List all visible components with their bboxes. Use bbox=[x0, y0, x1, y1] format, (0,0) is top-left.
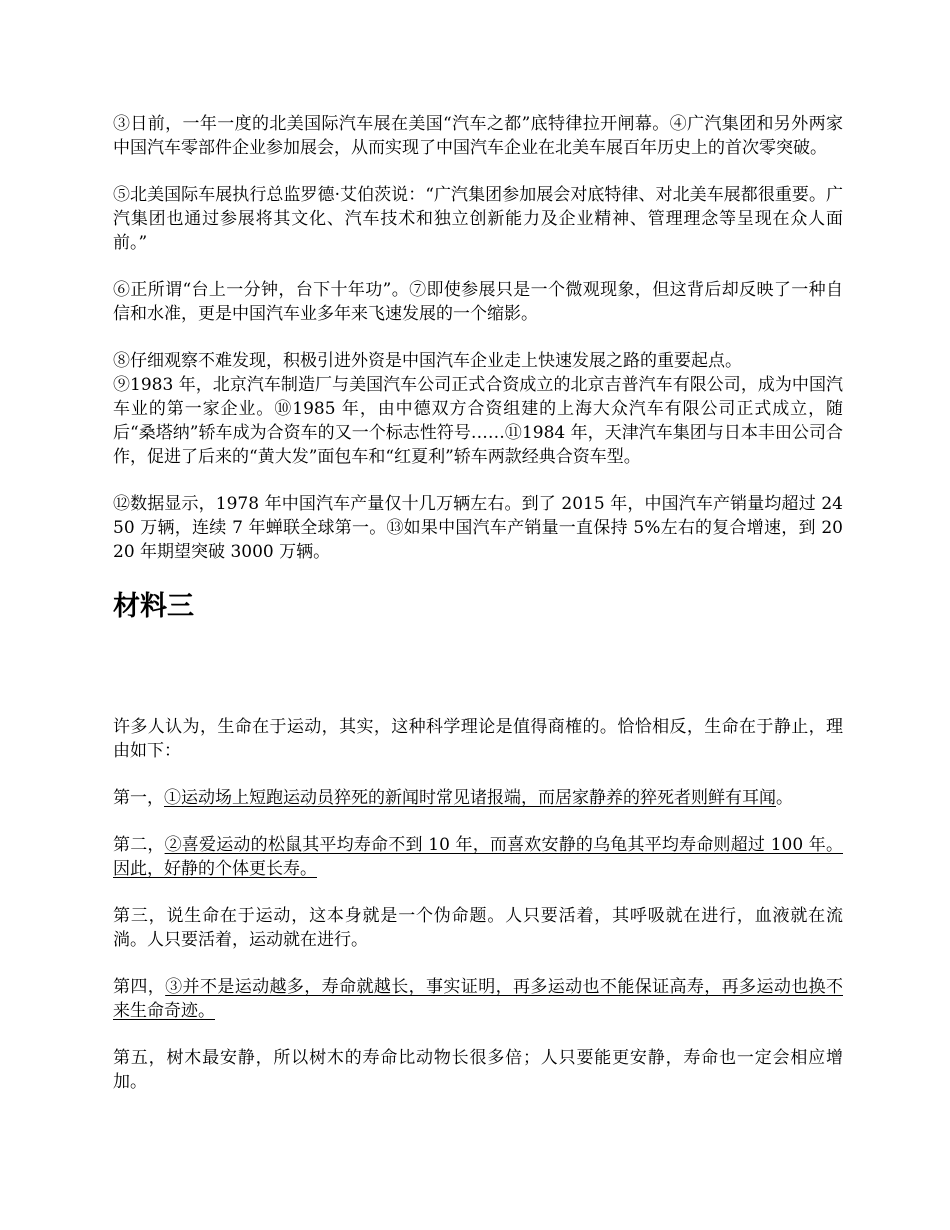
paragraph-m2-1: ③日前，一年一度的北美国际汽车展在美国“汽车之都”底特律拉开闸幕。④广汽集团和另外两家中国汽车零部件企业参加展会，从而实现了中国汽车企业在北美车展百年历史上的首次零突破。 bbox=[113, 114, 843, 158]
item4-underlined: ③并不是运动越多，寿命就越长，事实证明，再多运动也不能保证高寿，再多运动也换不来生命奇迹。 bbox=[113, 977, 843, 1021]
material3-body bbox=[113, 715, 843, 1094]
item2-prefix: 第二， bbox=[113, 835, 165, 855]
paragraph-m3-item2 bbox=[113, 833, 843, 881]
item2-underlined: ②喜爱运动的松鼠其平均寿命不到 10 年，而喜欢安静的乌龟其平均寿命则超过 100 年。因此，好静的个体更长寿。 bbox=[113, 835, 843, 879]
document-page bbox=[113, 112, 843, 1117]
paragraph-m3-item3: 第三，说生命在于运动，这本身就是一个伪命题。人只要活着，其呼吸就在进行，血液就在流淌。人只要活着，运动就在进行。 bbox=[113, 906, 843, 950]
paragraph-m2-5: ⑫数据显示，1978 年中国汽车产量仅十几万辆左右。到了 2015 年，中国汽车产销量均超过 2450 万辆，连续 7 年蝉联全球第一。⑬如果中国汽车产销量一直保持 5%左右的复合增速，到 2020 年期望突破 3000 万辆。 bbox=[113, 494, 843, 562]
paragraph-m3-item4 bbox=[113, 975, 843, 1023]
item1-underlined: ①运动场上短跑运动员猝死的新闻时常见诸报端，而居家静养的猝死者则鲜有耳闻 bbox=[164, 788, 776, 808]
paragraph-m3-item1 bbox=[113, 786, 843, 810]
section-heading-material3: 材料三 bbox=[113, 591, 194, 622]
paragraph-m3-item5: 第五，树木最安静，所以树木的寿命比动物长很多倍；人只要能更安静，寿命也一定会相应增加。 bbox=[113, 1048, 843, 1092]
item4-prefix: 第四， bbox=[113, 977, 166, 997]
item1-suffix: 。 bbox=[776, 788, 793, 808]
paragraph-m2-4b: ⑨1983 年，北京汽车制造厂与美国汽车公司正式合资成立的北京吉普汽车有限公司，成为中国汽车业的第一家企业。⑩1985 年，由中德双方合资组建的上海大众汽车有限公司正式成立，随后“桑塔纳”轿车成为合资车的又一个标志性符号……⑪1984 年，天津汽车集团与日本丰田公司合作，促进了后来的“黄大发”面包车和“红夏利”轿车两款经典合资车型。 bbox=[113, 375, 843, 467]
paragraph-m2-2: ⑤北美国际车展执行总监罗德·艾伯茨说：“广汽集团参加展会对底特律、对北美车展都很重要。广汽集团也通过参展将其文化、汽车技术和独立创新能力及企业精神、管理理念等呈现在众人面前。” bbox=[113, 185, 843, 253]
paragraph-m2-4a: ⑧仔细观察不难发现，积极引进外资是中国汽车企业走上快速发展之路的重要起点。 bbox=[113, 351, 742, 371]
paragraph-m3-intro: 许多人认为，生命在于运动，其实，这种科学理论是值得商榷的。恰恰相反，生命在于静止，理由如下： bbox=[113, 717, 843, 761]
item1-prefix: 第一， bbox=[113, 788, 164, 808]
paragraph-m2-3: ⑥正所谓“台上一分钟，台下十年功”。⑦即使参展只是一个微观现象，但这背后却反映了一种自信和水准，更是中国汽车业多年来飞速发展的一个缩影。 bbox=[113, 280, 843, 324]
